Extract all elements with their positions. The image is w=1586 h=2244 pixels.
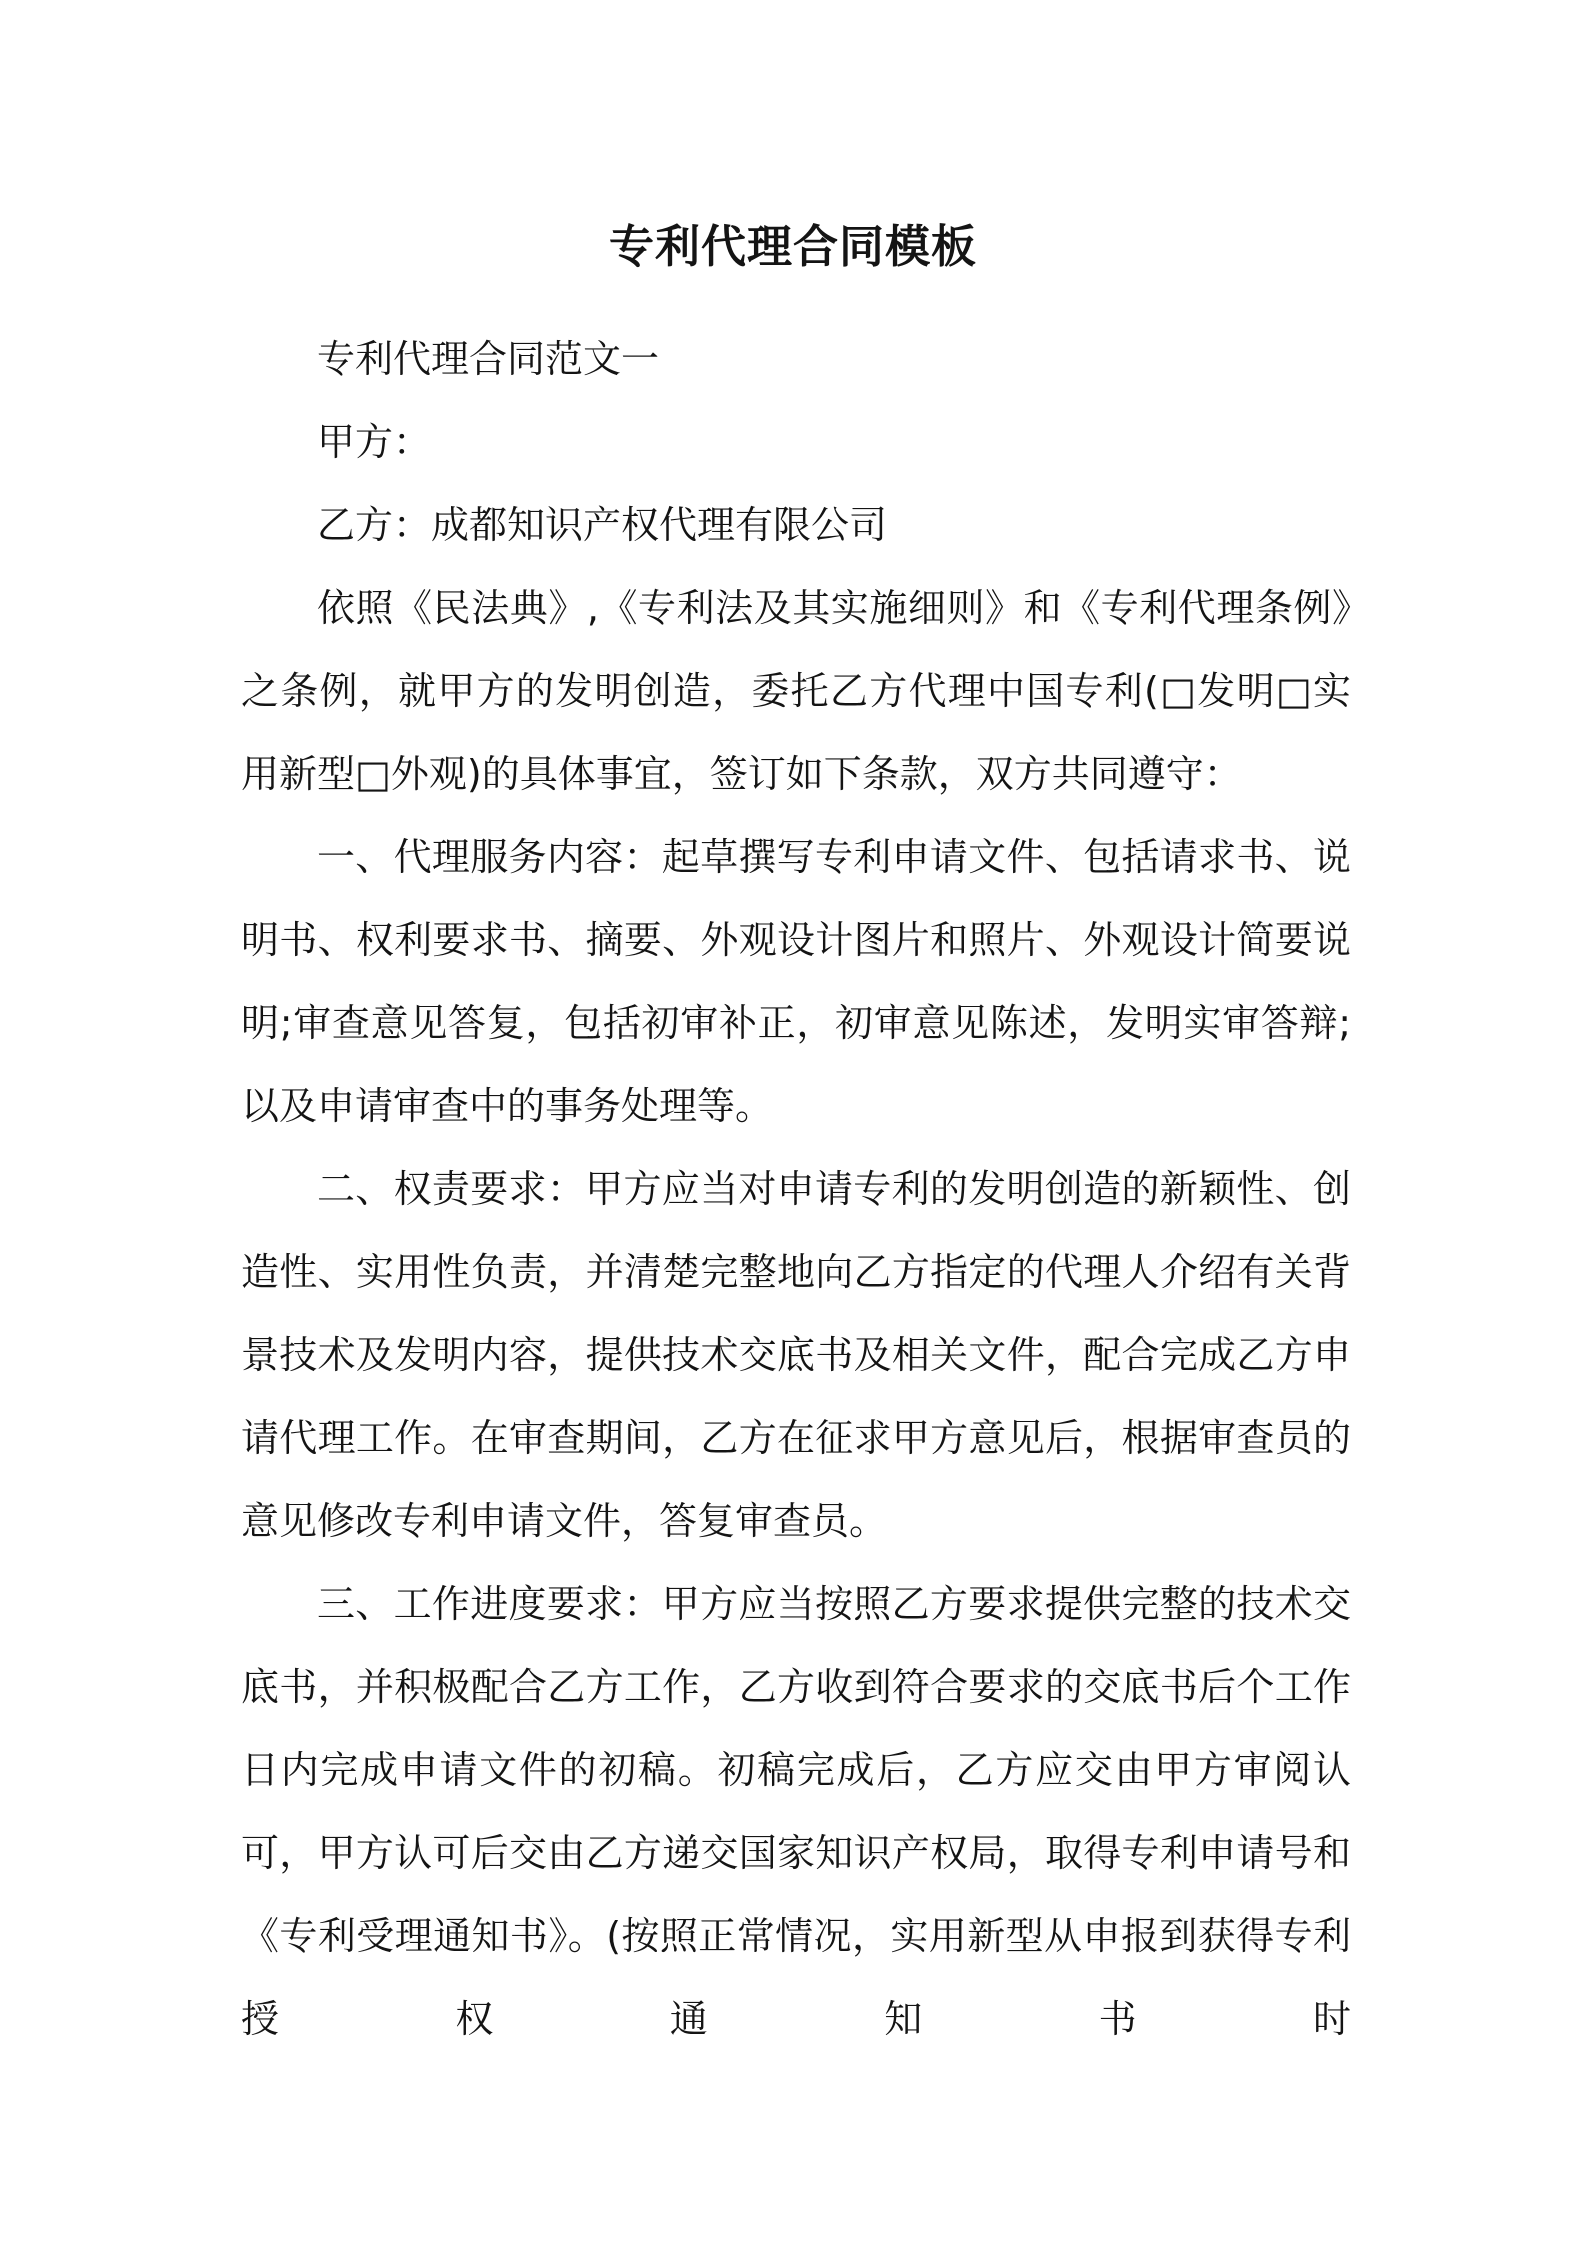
paragraph-clause-2: 二、权责要求：甲方应当对申请专利的发明创造的新颖性、创造性、实用性负责，并清楚完整地向乙方指定的代理人介绍有关背景技术及发明内容，提供技术交底书及相关文件，配合完成乙方申请代理工作。在审查期间，乙方在征求甲方意见后，根据审查员的意见修改专利申请文件，答复审查员。 [241, 1167, 1351, 1543]
document-title: 专利代理合同模板 [608, 220, 977, 273]
document-body [241, 318, 1351, 2061]
paragraph-clause-3: 三、工作进度要求：甲方应当按照乙方要求提供完整的技术交底书，并积极配合乙方工作，乙方收到符合要求的交底书后个工作日内完成申请文件的初稿。初稿完成后，乙方应交由甲方审阅认可，甲方认可后交由乙方递交国家知识产权局，取得专利申请号和《专利受理通知书》。(按照正常情况，实用新型从申报到获得专利授权通知书时 [241, 1582, 1351, 2041]
paragraph-party-a: 甲方： [317, 420, 432, 464]
paragraph-subtitle: 专利代理合同范文一 [317, 337, 660, 381]
paragraph-preamble: 依照《民法典》,《专利法及其实施细则》和《专利代理条例》之条例，就甲方的发明创造，委托乙方代理中国专利(□发明□实用新型□外观)的具体事宜，签订如下条款，双方共同遵守： [241, 586, 1351, 796]
paragraph-clause-1: 一、代理服务内容：起草撰写专利申请文件、包括请求书、说明书、权利要求书、摘要、外观设计图片和照片、外观设计简要说明;审查意见答复，包括初审补正，初审意见陈述，发明实审答辩;以及申请审查中的事务处理等。 [241, 835, 1351, 1128]
paragraph-party-b: 乙方：成都知识产权代理有限公司 [317, 503, 888, 547]
